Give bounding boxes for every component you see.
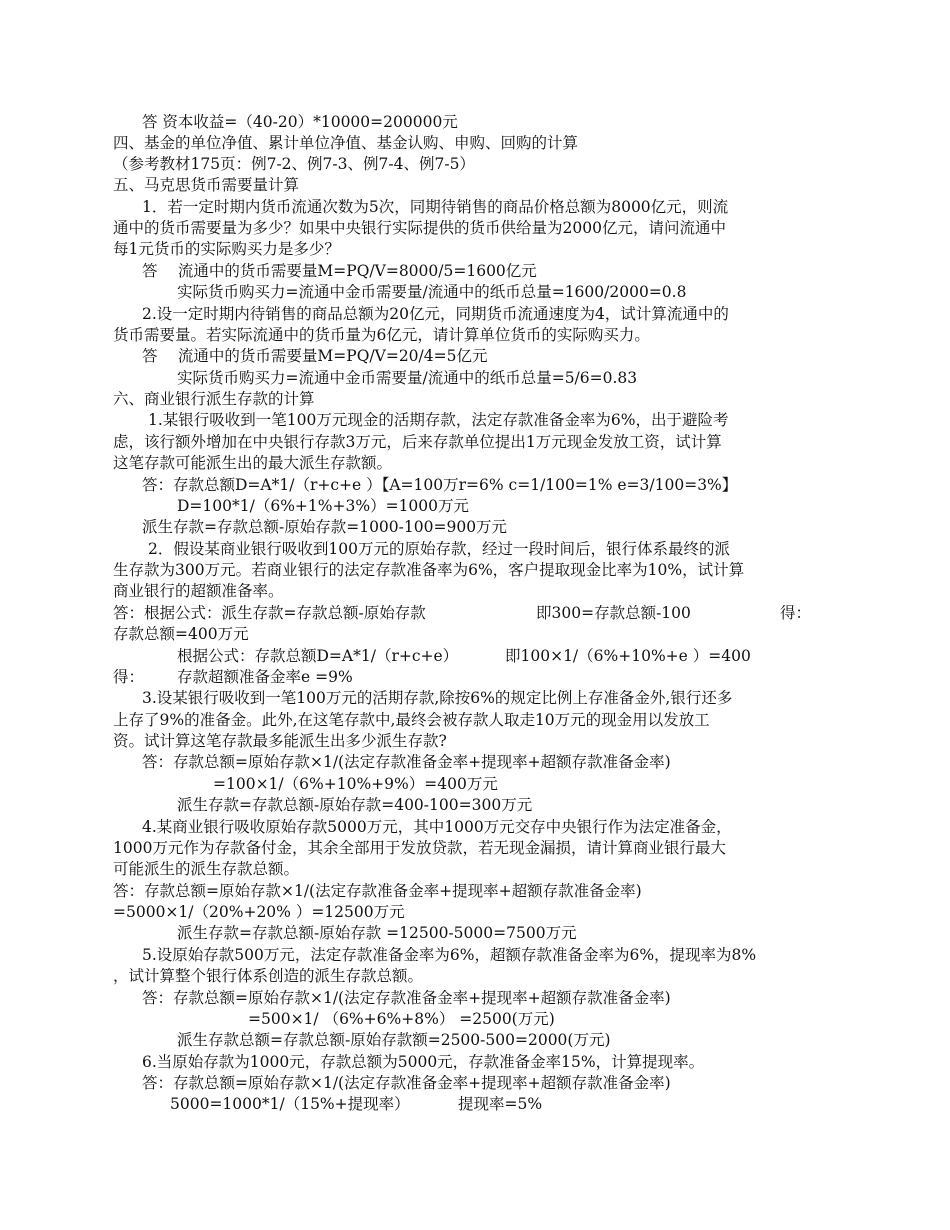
text-line: 生存款为300万元。若商业银行的法定存款准备率为6%，客户提取现金比率为10%，试计算 — [113, 561, 745, 579]
text-line: 派生存款=存款总额-原始存款 =12500-5000=7500万元 — [177, 924, 577, 942]
section-heading: 六、商业银行派生存款的计算 — [113, 390, 315, 408]
text-line: 即100×1/（6%+10%+e ）=400 — [505, 647, 751, 665]
section-heading: 五、马克思货币需要量计算 — [113, 176, 300, 194]
text-line: 实际货币购买力=流通中金币需要量/流通中的纸币总量=1600/2000=0.8 — [177, 283, 687, 301]
text-line: 答：存款总额D=A*1/（r+c+e ）【A=100万r=6% c=1/100=1% e=3/100=3%】 — [142, 476, 738, 494]
text-line: =5000×1/（20%+20% ）=12500万元 — [113, 903, 405, 921]
text-line: 通中的货币需要量为多少？如果中央银行实际提供的货币供给量为2000亿元，请问流通中 — [113, 219, 726, 237]
text-line: 资。试计算这笔存款最多能派生出多少派生存款? — [113, 732, 447, 750]
text-line: 3.设某银行吸收到一笔100万元的活期存款,除按6%的规定比例上存准备金外,银行还多 — [142, 689, 733, 707]
text-line: 派生存款总额=存款总额-原始存款额=2500-500=2000(万元) — [177, 1031, 611, 1049]
text-line: ，试计算整个银行体系创造的派生存款总额。 — [113, 967, 424, 985]
text-line: 派生存款=存款总额-原始存款=1000-100=900万元 — [142, 518, 508, 536]
text-line: 根据公式：存款总额D=A*1/（r+c+e） — [177, 647, 459, 665]
text-line: 答：存款总额=原始存款×1/(法定存款准备金率+提现率+超额存款准备金率) — [113, 882, 642, 900]
text-line: =100×1/（6%+10%+9%）=400万元 — [213, 775, 498, 793]
text-line: 每1元货币的实际购买力是多少？ — [113, 240, 340, 258]
text-line: 1.某银行吸收到一笔100万元现金的活期存款，法定存款准备金率为6%，出于避险考 — [148, 411, 729, 429]
text-line: 上存了9%的准备金。此外,在这笔存款中,最终会被存款人取走10万元的现金用以发放工 — [113, 711, 710, 729]
text-line: 实际货币购买力=流通中金币需要量/流通中的纸币总量=5/6=0.83 — [177, 369, 638, 387]
text-line: 4.某商业银行吸收原始存款5000万元，其中1000万元交存中央银行作为法定准备金， — [142, 818, 732, 836]
text-line: 6.当原始存款为1000元，存款总额为5000元，存款准备金率15%，计算提现率。 — [142, 1053, 705, 1071]
section-heading: 四、基金的单位净值、累计单位净值、基金认购、申购、回购的计算 — [113, 134, 579, 152]
text-line: 货币需要量。若实际流通中的货币量为6亿元，请计算单位货币的实际购买力。 — [113, 326, 650, 344]
text-line: 1000万元作为存款备付金，其余全部用于发放贷款，若无现金漏损，请计算商业银行最大 — [113, 839, 726, 857]
text-line: 答 流通中的货币需要量M=PQ/V=8000/5=1600亿元 — [142, 262, 537, 280]
text-line: 虑，该行额外增加在中央银行存款3万元，后来存款单位提出1万元现金发放工资，试计算 — [113, 433, 722, 451]
text-line: 5000=1000*1/（15%+提现率） — [170, 1095, 410, 1113]
text-line: 5.设原始存款500万元，法定存款准备金率为6%，超额存款准备金率为6%，提现率为8% — [142, 946, 757, 964]
text-line: 1．若一定时期内货币流通次数为5次，同期待销售的商品价格总额为8000亿元，则流 — [142, 198, 729, 216]
text-line: 可能派生的派生存款总额。 — [113, 860, 300, 878]
text-line: 存款总额=400万元 — [113, 625, 249, 643]
text-line: =500×1/ （6%+6%+8%） =2500(万元) — [248, 1010, 555, 1028]
text-line: 得： — [780, 604, 812, 622]
text-line: 答 流通中的货币需要量M=PQ/V=20/4=5亿元 — [142, 347, 488, 365]
text-line: 2．假设某商业银行吸收到100万元的原始存款，经过一段时间后，银行体系最终的派 — [148, 540, 730, 558]
text-line: 答 资本收益=（40-20）*10000=200000元 — [142, 113, 458, 131]
text-line: 得： — [113, 668, 145, 686]
text-line: 2.设一定时期内待销售的商品总额为20亿元，同期货币流通速度为4，试计算流通中的 — [142, 305, 729, 323]
text-line: 答：根据公式：派生存款=存款总额-原始存款 — [113, 604, 426, 622]
text-line: 提现率=5% — [458, 1095, 543, 1113]
text-line: 答：存款总额=原始存款×1/(法定存款准备金率+提现率+超额存款准备金率) — [142, 989, 671, 1007]
text-line: 答：存款总额=原始存款×1/(法定存款准备金率+提现率+超额存款准备金率) — [142, 1074, 671, 1092]
text-line: 存款超额准备金率e =9% — [177, 668, 353, 686]
text-line: 派生存款=存款总额-原始存款=400-100=300万元 — [177, 796, 533, 814]
text-line: 商业银行的超额准备率。 — [113, 582, 284, 600]
text-line: D=100*1/（6%+1%+3%）=1000万元 — [177, 497, 470, 515]
text-line: 即300=存款总额-100 — [536, 604, 691, 622]
text-line: 答：存款总额=原始存款×1/(法定存款准备金率+提现率+超额存款准备金率) — [142, 753, 671, 771]
text-line: 这笔存款可能派生出的最大派生存款额。 — [113, 454, 393, 472]
text-line: （参考教材175页：例7-2、例7-3、例7-4、例7-5） — [113, 155, 475, 173]
